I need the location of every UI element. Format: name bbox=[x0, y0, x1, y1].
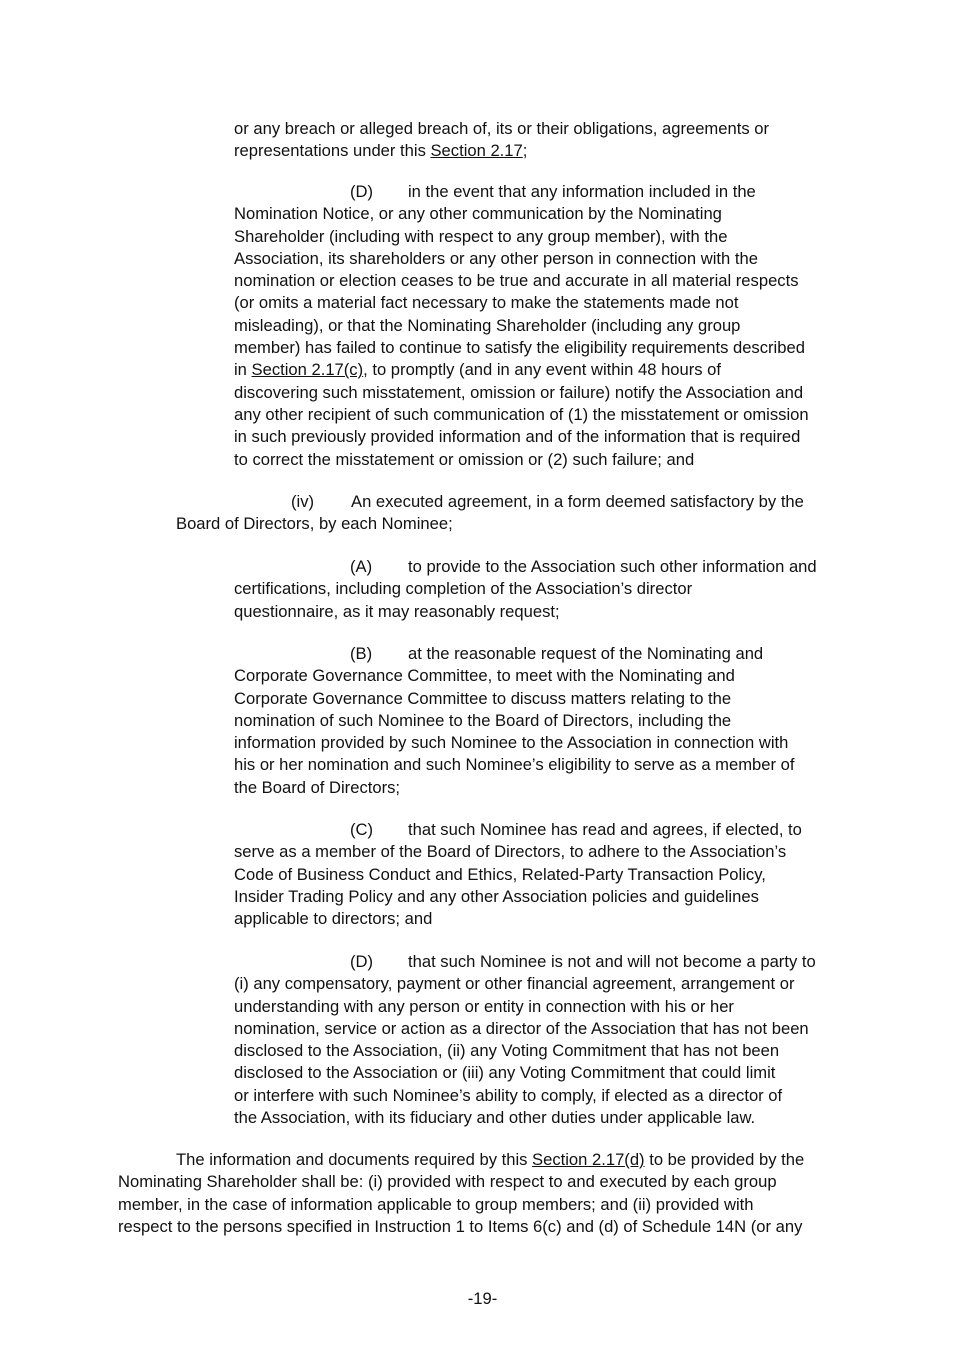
text-line: (D) in the event that any information included in the bbox=[234, 181, 809, 203]
text-line: Corporate Governance Committee, to meet with the Nominating and bbox=[234, 666, 735, 686]
text-line: to correct the misstatement or omission or (2) such failure; and bbox=[234, 449, 695, 469]
item-label: (D) bbox=[350, 182, 374, 201]
text-line: information provided by such Nominee to the Association in connection with bbox=[234, 733, 789, 753]
text-line: nomination of such Nominee to the Board of Directors, including the bbox=[234, 710, 732, 730]
text-line: (A) to provide to the Association such other information and bbox=[234, 556, 817, 578]
text-line: disclosed to the Association or (iii) any Voting Commitment that could limit bbox=[234, 1063, 776, 1083]
text-line: respect to the persons specified in Instruction 1 to Items 6(c) and (d) of Schedule 14N (or any bbox=[118, 1216, 803, 1236]
text-line: his or her nomination and such Nominee’s eligibility to serve as a member of bbox=[234, 755, 795, 775]
text-line: Nomination Notice, or any other communication by the Nominating bbox=[234, 204, 722, 224]
section-reference: Section 2.17(d) bbox=[532, 1150, 645, 1169]
paragraph-item-d-first bbox=[234, 181, 809, 471]
text-line: representations under this Section 2.17; bbox=[234, 141, 528, 161]
text-line: Corporate Governance Committee to discuss matters relating to the bbox=[234, 688, 732, 708]
text-line: (or omits a material fact necessary to make the statements made not bbox=[234, 293, 739, 313]
text-line: or any breach or alleged breach of, its or their obligations, agreements or bbox=[234, 119, 769, 138]
text-line: The information and documents required by this Section 2.17(d) to be provided by the bbox=[176, 1150, 805, 1169]
text-line: (B) at the reasonable request of the Nominating and bbox=[234, 643, 794, 665]
text-line: (i) any compensatory, payment or other financial agreement, arrangement or bbox=[234, 974, 795, 994]
text-line: (D) that such Nominee is not and will not become a party to bbox=[234, 951, 816, 973]
item-label: (B) bbox=[350, 644, 373, 663]
paragraph-item-c bbox=[234, 819, 802, 930]
text-line: the Board of Directors; bbox=[234, 777, 401, 797]
item-label: (D) bbox=[350, 952, 374, 971]
item-label: (C) bbox=[350, 820, 374, 839]
paragraph-continuation bbox=[234, 118, 769, 163]
text-line: certifications, including completion of the Association’s director bbox=[234, 579, 693, 599]
text-line: in Section 2.17(c), to promptly (and in any event within 48 hours of bbox=[234, 360, 722, 380]
section-reference: Section 2.17(c) bbox=[251, 360, 364, 380]
text-line: questionnaire, as it may reasonably request; bbox=[234, 601, 560, 621]
item-label: (iv) bbox=[291, 492, 315, 511]
text-line: (C) that such Nominee has read and agrees, if elected, to bbox=[234, 819, 802, 841]
text-line: the Association, with its fiduciary and other duties under applicable law. bbox=[234, 1108, 756, 1128]
text-line: member, in the case of information applicable to group members; and (ii) provided with bbox=[118, 1194, 754, 1214]
text-line: Code of Business Conduct and Ethics, Related-Party Transaction Policy, bbox=[234, 864, 766, 884]
text-line: Shareholder (including with respect to any group member), with the bbox=[234, 226, 728, 246]
paragraph-final bbox=[118, 1149, 804, 1238]
text-line: in such previously provided information and of the information that is required bbox=[234, 427, 801, 447]
section-reference: Section 2.17 bbox=[430, 141, 523, 161]
text-line: disclosed to the Association, (ii) any Voting Commitment that has not been bbox=[234, 1041, 780, 1061]
item-label: (A) bbox=[350, 557, 373, 576]
text-line: understanding with any person or entity in connection with his or her bbox=[234, 996, 734, 1016]
text-line: or interfere with such Nominee’s ability to comply, if elected as a director of bbox=[234, 1085, 783, 1105]
text-line: member) has failed to continue to satisfy the eligibility requirements described bbox=[234, 338, 805, 358]
paragraph-item-a bbox=[234, 556, 817, 623]
paragraph-item-b bbox=[234, 643, 794, 799]
text-line: any other recipient of such communication of (1) the misstatement or omission bbox=[234, 404, 809, 424]
text-line: nomination, service or action as a director of the Association that has not been bbox=[234, 1018, 809, 1038]
text-line: (iv) An executed agreement, in a form deemed satisfactory by the bbox=[176, 491, 804, 513]
text-line: applicable to directors; and bbox=[234, 909, 433, 929]
text-line: serve as a member of the Board of Directors, to adhere to the Association’s bbox=[234, 842, 787, 862]
text-line: Association, its shareholders or any other person in connection with the bbox=[234, 248, 758, 268]
text-line: misleading), or that the Nominating Shareholder (including any group bbox=[234, 315, 741, 335]
text-line: nomination or election ceases to be true and accurate in all material respects bbox=[234, 271, 799, 291]
text-line: Board of Directors, by each Nominee; bbox=[176, 514, 453, 534]
paragraph-item-d-second bbox=[234, 951, 816, 1129]
text-line: discovering such misstatement, omission or failure) notify the Association and bbox=[234, 382, 804, 402]
page-number: -19- bbox=[467, 1289, 498, 1308]
text-line: Insider Trading Policy and any other Association policies and guidelines bbox=[234, 886, 759, 906]
text-line: Nominating Shareholder shall be: (i) provided with respect to and executed by each group bbox=[118, 1172, 777, 1192]
paragraph-item-iv bbox=[176, 491, 804, 536]
